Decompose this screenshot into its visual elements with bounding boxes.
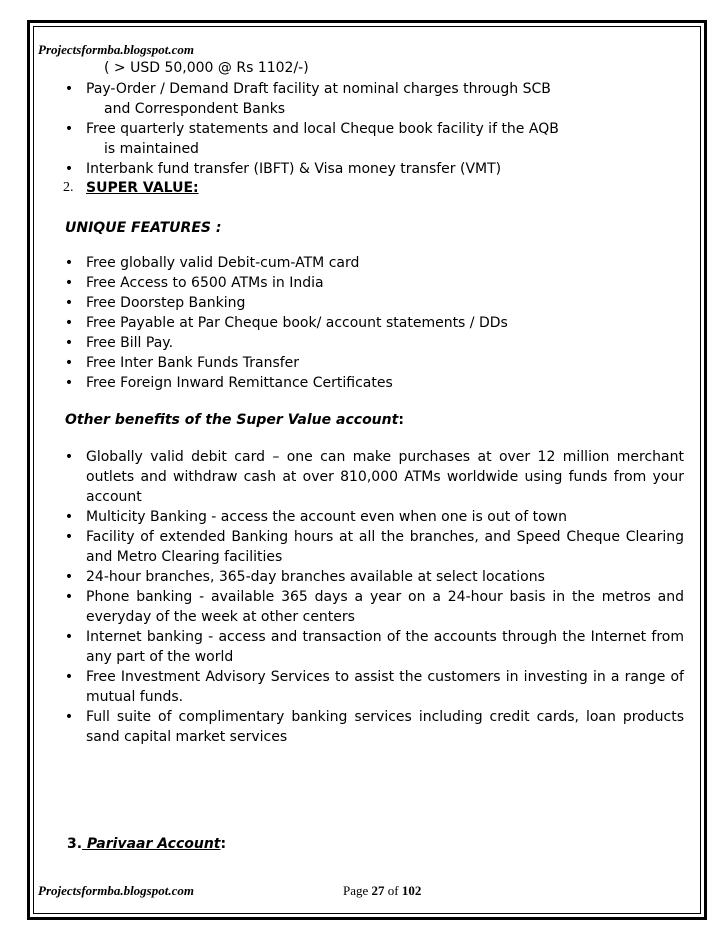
other-benefits-heading [65, 410, 404, 430]
bullet-glyph: • [64, 275, 74, 291]
bullet-glyph: • [64, 255, 74, 271]
bullet-glyph: • [64, 81, 74, 97]
top-bullet-2-line1: Free quarterly statements and local Cheque book facility if the AQB [86, 121, 559, 137]
bullet-glyph: • [64, 589, 74, 605]
bullet-glyph: • [64, 375, 74, 391]
unique-feature-item: Free Inter Bank Funds Transfer [86, 355, 300, 371]
bullet-glyph: • [64, 709, 74, 725]
unique-feature-item: Free Foreign Inward Remittance Certificates [86, 375, 393, 391]
top-bullet-1-line1: Pay-Order / Demand Draft facility at nominal charges through SCB [86, 81, 551, 97]
bullet-glyph: • [64, 569, 74, 585]
header-site: Projectsformba.blogspot.com [38, 42, 194, 57]
bullet-glyph: • [64, 335, 74, 351]
page-number [343, 883, 421, 899]
top-continuation: ( > USD 50,000 @ Rs 1102/-) [104, 60, 309, 76]
benefit-item: Globally valid debit card – one can make purchases at over 12 million merchant outlets and withdraw cash at over 810,000 ATMs worldwide using funds from your account [86, 449, 684, 505]
section3-colon: : [220, 836, 227, 852]
top-bullet-2-line2: is maintained [104, 141, 199, 157]
unique-feature-item: Free Doorstep Banking [86, 295, 246, 311]
unique-feature-item: Free Access to 6500 ATMs in India [86, 275, 324, 291]
unique-feature-item: Free Payable at Par Cheque book/ account statements / DDs [86, 315, 508, 331]
benefit-item: Phone banking - available 365 days a year on a 24-hour basis in the metros and everyday of the week at other centers [86, 589, 684, 625]
unique-features-heading: UNIQUE FEATURES : [65, 220, 222, 236]
section3-title: Parivaar Account [82, 836, 221, 852]
benefit-item: Multicity Banking - access the account even when one is out of town [86, 509, 568, 525]
unique-feature-item: Free Bill Pay. [86, 335, 174, 351]
top-bullet-1-line2: and Correspondent Banks [104, 101, 286, 117]
bullet-glyph: • [64, 509, 74, 525]
unique-feature-item: Free globally valid Debit-cum-ATM card [86, 255, 360, 271]
bullet-glyph: • [64, 315, 74, 331]
bullet-glyph: • [64, 629, 74, 645]
section3-heading [67, 834, 226, 854]
bullet-glyph: • [64, 529, 74, 545]
other-benefits-heading-colon: : [398, 412, 404, 428]
bullet-glyph: • [64, 355, 74, 371]
benefit-item: Free Investment Advisory Services to assist the customers in investing in a range of mutual funds. [86, 669, 684, 705]
section2-number: 2. [63, 180, 74, 195]
benefit-item: Full suite of complimentary banking services including credit cards, loan products sand capital market services [86, 709, 684, 745]
bullet-glyph: • [64, 295, 74, 311]
footer-site: Projectsformba.blogspot.com [38, 883, 194, 898]
top-bullet-3-line1: Interbank fund transfer (IBFT) & Visa money transfer (VMT) [86, 161, 502, 177]
bullet-glyph: • [64, 121, 74, 137]
benefit-item: 24-hour branches, 365-day branches available at select locations [86, 569, 545, 585]
bullet-glyph: • [64, 161, 74, 177]
section2-title: SUPER VALUE: [86, 180, 199, 196]
other-benefits-heading-text: Other benefits of the Super Value account [65, 412, 399, 428]
bullet-glyph: • [64, 669, 74, 685]
page-of: of [384, 883, 402, 898]
page-prefix: Page [343, 883, 372, 898]
section3-number: 3. [67, 836, 83, 852]
benefit-item: Facility of extended Banking hours at all the branches, and Speed Cheque Clearing and Metro Clearing facilities [86, 529, 684, 565]
page-current: 27 [371, 883, 385, 898]
benefit-item: Internet banking - access and transaction of the accounts through the Internet from any part of the world [86, 629, 684, 665]
page-total: 102 [401, 883, 422, 898]
bullet-glyph: • [64, 449, 74, 465]
